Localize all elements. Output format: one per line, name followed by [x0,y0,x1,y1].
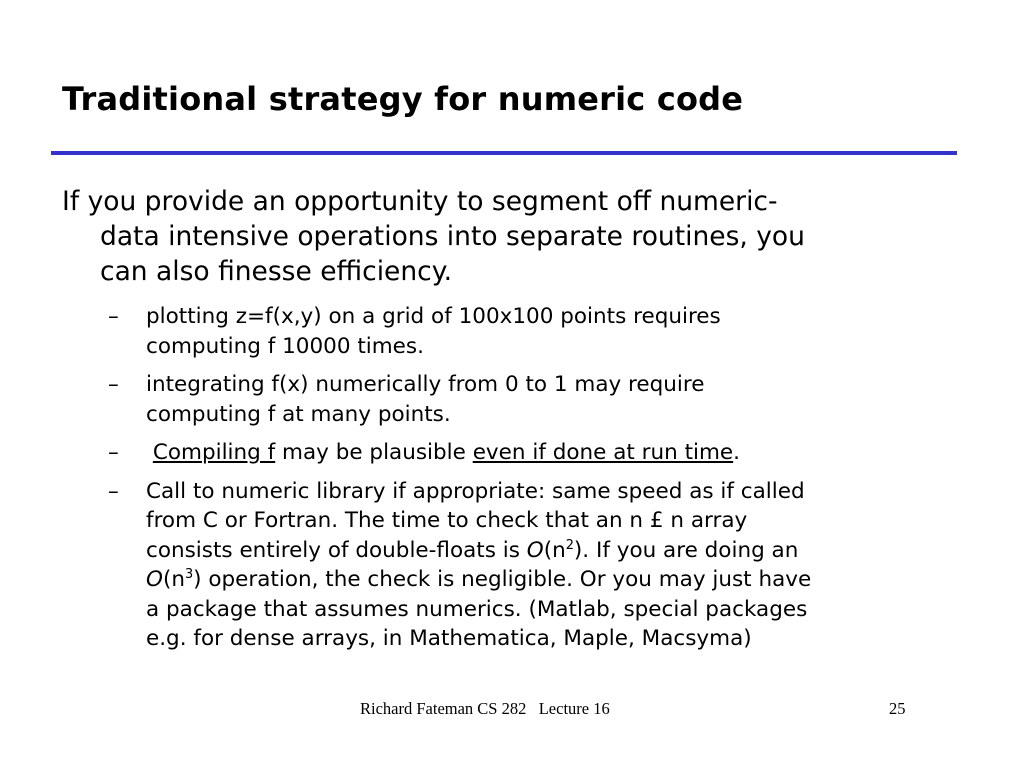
main-bullet [62,184,962,289]
exponent: 2 [565,537,574,553]
sub-bullet-plotting [108,302,988,361]
sub-bullet-integrating [108,370,988,429]
sub-bullet-line: computing f at many points. [146,401,451,427]
big-o-symbol: O [146,567,163,592]
sub-bullet-line: integrating f(x) numerically from 0 to 1 may require [146,372,705,397]
sub-bullet-line: plotting z=f(x,y) on a grid of 100x100 points requires [146,304,721,329]
dash-marker: – [108,304,119,329]
sub-bullet-line: from C or Fortran. The time to check that an n £ n array [146,508,748,533]
sub-bullet-text: (n [543,537,566,563]
sub-bullet-text: (n [162,567,185,592]
sub-bullet-text: may be plausible [275,440,473,465]
run-time-link[interactable]: even if done at run time [472,440,734,465]
title-divider [51,151,957,155]
dash-marker: – [108,372,119,397]
compiling-f-link[interactable]: Compiling f [152,440,276,465]
sub-bullet-text: ). If you are doing an [573,537,799,563]
slide-title: Traditional strategy for numeric code [62,80,744,118]
sub-bullet-compiling [108,438,988,468]
sub-bullet-text: . [733,440,740,465]
sub-bullet-line: Call to numeric library if appropriate: same speed as if called [146,478,805,504]
sub-bullet-numeric-library [108,477,988,654]
sub-bullet-line: e.g. for dense arrays, in Mathematica, Maple, Macsyma) [146,626,752,651]
main-bullet-line-1: If you provide an opportunity to segment off numeric- [62,186,778,217]
sub-bullet-line: computing f 10000 times. [146,333,424,359]
footer-author-course: Richard Fateman CS 282 Lecture 16 [360,699,610,718]
big-o-symbol: O [526,537,544,563]
page-number: 25 [889,699,906,718]
main-bullet-line-3: can also finesse efficiency. [100,256,453,287]
main-bullet-line-2: data intensive operations into separate routines, you [100,221,805,252]
sub-bullet-list [108,302,988,663]
sub-bullet-text: ) operation, the check is negligible. Or you may just have [193,567,812,592]
sub-bullet-text: consists entirely of double-floats is [146,537,527,563]
sub-bullet-line: a package that assumes numerics. (Matlab, special packages [146,596,808,622]
dash-marker: – [108,440,119,465]
dash-marker: – [108,478,119,504]
exponent: 3 [184,566,194,582]
